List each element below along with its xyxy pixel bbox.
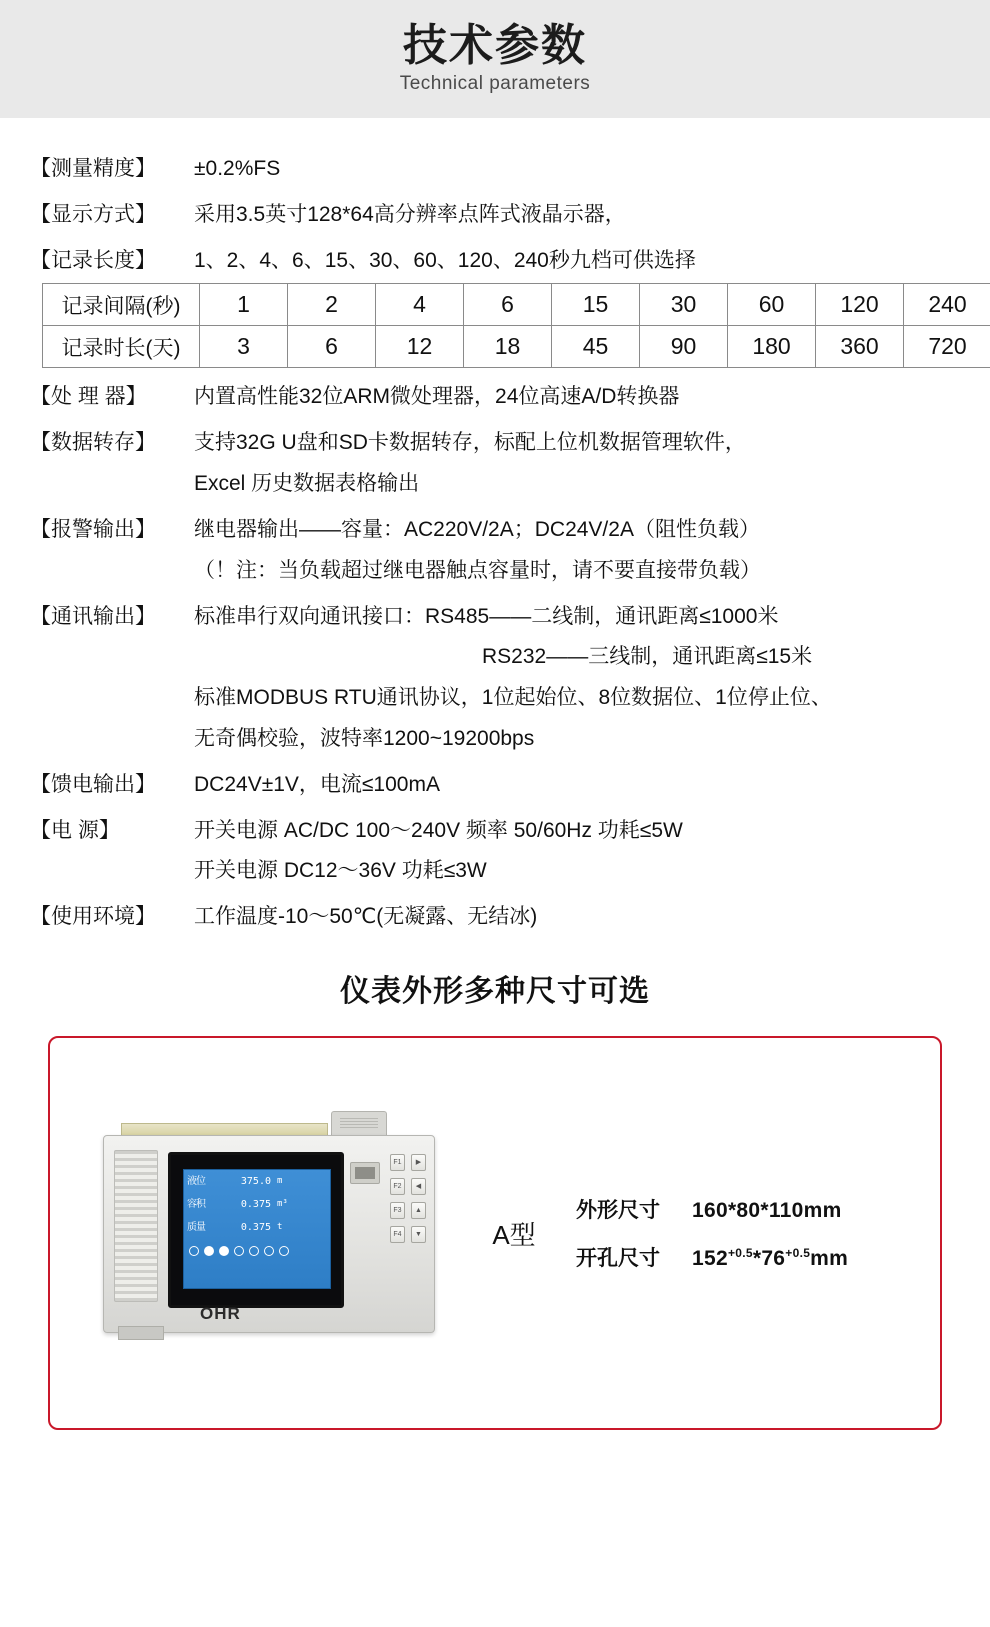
status-dot xyxy=(189,1246,199,1256)
spec-line: 无奇偶校验，波特率1200~19200bps xyxy=(194,726,535,750)
model-label: A型 xyxy=(492,1219,536,1250)
interval-cell: 120 xyxy=(816,284,904,326)
spec-label: 【电 源】 xyxy=(30,818,120,842)
lcd-status-dots xyxy=(184,1239,330,1263)
spec-row-record-length xyxy=(30,246,960,276)
device-foot xyxy=(118,1326,164,1340)
usb-port-icon xyxy=(350,1162,380,1184)
spec-label: 【报警输出】 xyxy=(30,517,156,541)
brand-logo: OHR xyxy=(200,1304,241,1323)
lcd-unit: m³ xyxy=(277,1199,288,1209)
key-f1[interactable]: F1 xyxy=(390,1154,405,1171)
dimension-label: 开孔尺寸 xyxy=(576,1247,660,1270)
spec-line: 采用3.5英寸128*64高分辨率点阵式液晶示器， xyxy=(194,202,626,226)
lcd-value: 0.375 xyxy=(240,1199,271,1210)
status-dot xyxy=(264,1246,274,1256)
spec-list xyxy=(0,118,990,932)
spec-row-communication xyxy=(30,602,960,754)
dimension-row-outline xyxy=(576,1194,940,1224)
device-illustration xyxy=(103,1133,433,1333)
spec-label: 【记录长度】 xyxy=(30,248,156,272)
spec-line: 开关电源 DC12～36V 功耗≤3W xyxy=(194,859,487,883)
spec-value xyxy=(182,382,960,412)
device-body xyxy=(103,1135,435,1333)
cutout-unit: mm xyxy=(810,1247,849,1270)
spec-line: 工作温度-10～50℃(无凝露、无结冰) xyxy=(194,905,538,929)
spec-line: 开关电源 AC/DC 100～240V 频率 50/60Hz 功耗≤5W xyxy=(194,818,683,842)
spec-value xyxy=(182,428,960,499)
table-row xyxy=(43,284,990,326)
interval-cell: 2 xyxy=(288,284,376,326)
lcd-display xyxy=(183,1169,331,1289)
spec-value xyxy=(182,246,960,276)
duration-cell: 18 xyxy=(464,326,552,368)
cutout-width: 152 xyxy=(692,1247,728,1270)
device-photo xyxy=(68,1133,468,1333)
dimension-value: 160*80*110mm xyxy=(692,1199,842,1222)
lcd-row xyxy=(184,1193,330,1216)
status-dot xyxy=(234,1246,244,1256)
spec-line: 继电器输出——容量：AC220V/2A；DC24V/2A（阻性负载） xyxy=(194,517,760,541)
spec-row-feed-output xyxy=(30,770,960,800)
spec-label: 【数据转存】 xyxy=(30,431,156,455)
key-f4[interactable]: F4 xyxy=(390,1226,405,1243)
key-row xyxy=(390,1178,426,1195)
keypad xyxy=(390,1154,426,1243)
lcd-row xyxy=(184,1170,330,1193)
record-interval-table xyxy=(42,283,990,368)
cutout-height-tolerance: +0.5 xyxy=(785,1246,811,1260)
key-right-arrow[interactable]: ▶ xyxy=(411,1154,426,1171)
interval-cell: 240 xyxy=(904,284,990,326)
key-row xyxy=(390,1226,426,1243)
spec-value xyxy=(182,515,960,586)
spec-line: DC24V±1V，电流≤100mA xyxy=(194,772,440,796)
spec-value xyxy=(182,816,960,887)
dimensions-block xyxy=(560,1194,940,1272)
device-side-vent xyxy=(114,1150,158,1302)
spec-row-accuracy xyxy=(30,154,960,184)
cutout-width-tolerance: +0.5 xyxy=(727,1246,753,1260)
spec-value xyxy=(182,770,960,800)
lcd-unit: m xyxy=(277,1176,283,1186)
spec-label: 【通讯输出】 xyxy=(30,604,156,628)
spec-row-display xyxy=(30,200,960,230)
spec-label: 【处 理 器】 xyxy=(30,385,147,409)
lcd-value: 375.0 xyxy=(240,1176,271,1187)
dimension-label: 外形尺寸 xyxy=(576,1199,660,1222)
key-row xyxy=(390,1202,426,1219)
status-dot xyxy=(249,1246,259,1256)
spec-label: 【测量精度】 xyxy=(30,157,156,180)
device-top-vent xyxy=(331,1111,387,1138)
spec-row-environment xyxy=(30,902,960,932)
key-f2[interactable]: F2 xyxy=(390,1178,405,1195)
duration-cell: 90 xyxy=(640,326,728,368)
page-header xyxy=(0,0,990,118)
spec-line: Excel 历史数据表格输出 xyxy=(194,472,420,496)
key-row xyxy=(390,1154,426,1171)
device-screen-bezel xyxy=(168,1152,344,1308)
interval-cell: 6 xyxy=(464,284,552,326)
key-f3[interactable]: F3 xyxy=(390,1202,405,1219)
spec-line: 内置高性能32位ARM微处理器，24位高速A/D转换器 xyxy=(194,385,680,409)
lcd-label: 液位 xyxy=(187,1176,205,1187)
interval-cell: 15 xyxy=(552,284,640,326)
record-interval-table-wrap xyxy=(42,283,967,368)
spec-row-processor xyxy=(30,382,960,412)
spec-line: RS232——三线制，通讯距离≤15米 xyxy=(482,645,813,669)
spec-note: （！注：当负载超过继电器触点容量时，请不要直接带负载） xyxy=(194,558,761,582)
status-dot xyxy=(204,1246,214,1256)
spec-value xyxy=(182,602,960,754)
spec-row-alarm-output xyxy=(30,515,960,586)
duration-cell: 12 xyxy=(376,326,464,368)
interval-cell: 1 xyxy=(200,284,288,326)
spec-line: 1、2、4、6、15、30、60、120、240秒九档可供选择 xyxy=(194,248,696,272)
spec-value xyxy=(182,902,960,932)
section-title-sizes: 仪表外形多种尺寸可选 xyxy=(340,975,650,1008)
dimension-value xyxy=(692,1246,848,1271)
interval-cell: 30 xyxy=(640,284,728,326)
spec-value xyxy=(182,200,960,230)
lcd-label: 质量 xyxy=(187,1222,205,1233)
table-row xyxy=(43,326,990,368)
page-subtitle: Technical parameters xyxy=(399,73,591,95)
page-title: 技术参数 xyxy=(403,20,587,70)
lcd-label: 容积 xyxy=(187,1199,205,1210)
spec-label: 【馈电输出】 xyxy=(30,772,156,796)
key-down-arrow[interactable]: ▼ xyxy=(411,1226,426,1243)
interval-cell: 4 xyxy=(376,284,464,326)
cutout-height: *76 xyxy=(752,1247,786,1270)
duration-cell: 360 xyxy=(816,326,904,368)
spec-label: 【使用环境】 xyxy=(30,905,156,929)
duration-cell: 720 xyxy=(904,326,990,368)
spec-label: 【显示方式】 xyxy=(30,202,156,226)
duration-cell: 180 xyxy=(728,326,816,368)
key-up-arrow[interactable]: ▲ xyxy=(411,1202,426,1219)
product-panel xyxy=(48,1036,942,1430)
status-dot xyxy=(279,1246,289,1256)
interval-cell: 60 xyxy=(728,284,816,326)
duration-cell: 45 xyxy=(552,326,640,368)
spec-line: 标准MODBUS RTU通讯协议，1位起始位、8位数据位、1位停止位、 xyxy=(194,686,832,710)
row-header-duration: 记录时长(天) xyxy=(43,326,200,368)
spec-value xyxy=(182,154,960,184)
spec-line: 支持32G U盘和SD卡数据转存，标配上位机数据管理软件， xyxy=(194,431,746,455)
spec-line: 标准串行双向通讯接口：RS485——二线制，通讯距离≤1000米 xyxy=(194,604,779,628)
dimension-row-cutout xyxy=(576,1242,940,1272)
key-left-arrow[interactable]: ◀ xyxy=(411,1178,426,1195)
spec-row-data-transfer xyxy=(30,428,960,499)
lcd-row xyxy=(184,1216,330,1239)
row-header-interval: 记录间隔(秒) xyxy=(43,284,200,326)
spec-line: ±0.2%FS xyxy=(194,157,281,180)
duration-cell: 6 xyxy=(288,326,376,368)
duration-cell: 3 xyxy=(200,326,288,368)
spec-row-power xyxy=(30,816,960,887)
status-dot xyxy=(219,1246,229,1256)
lcd-value: 0.375 xyxy=(240,1222,271,1233)
lcd-unit: t xyxy=(277,1222,283,1232)
